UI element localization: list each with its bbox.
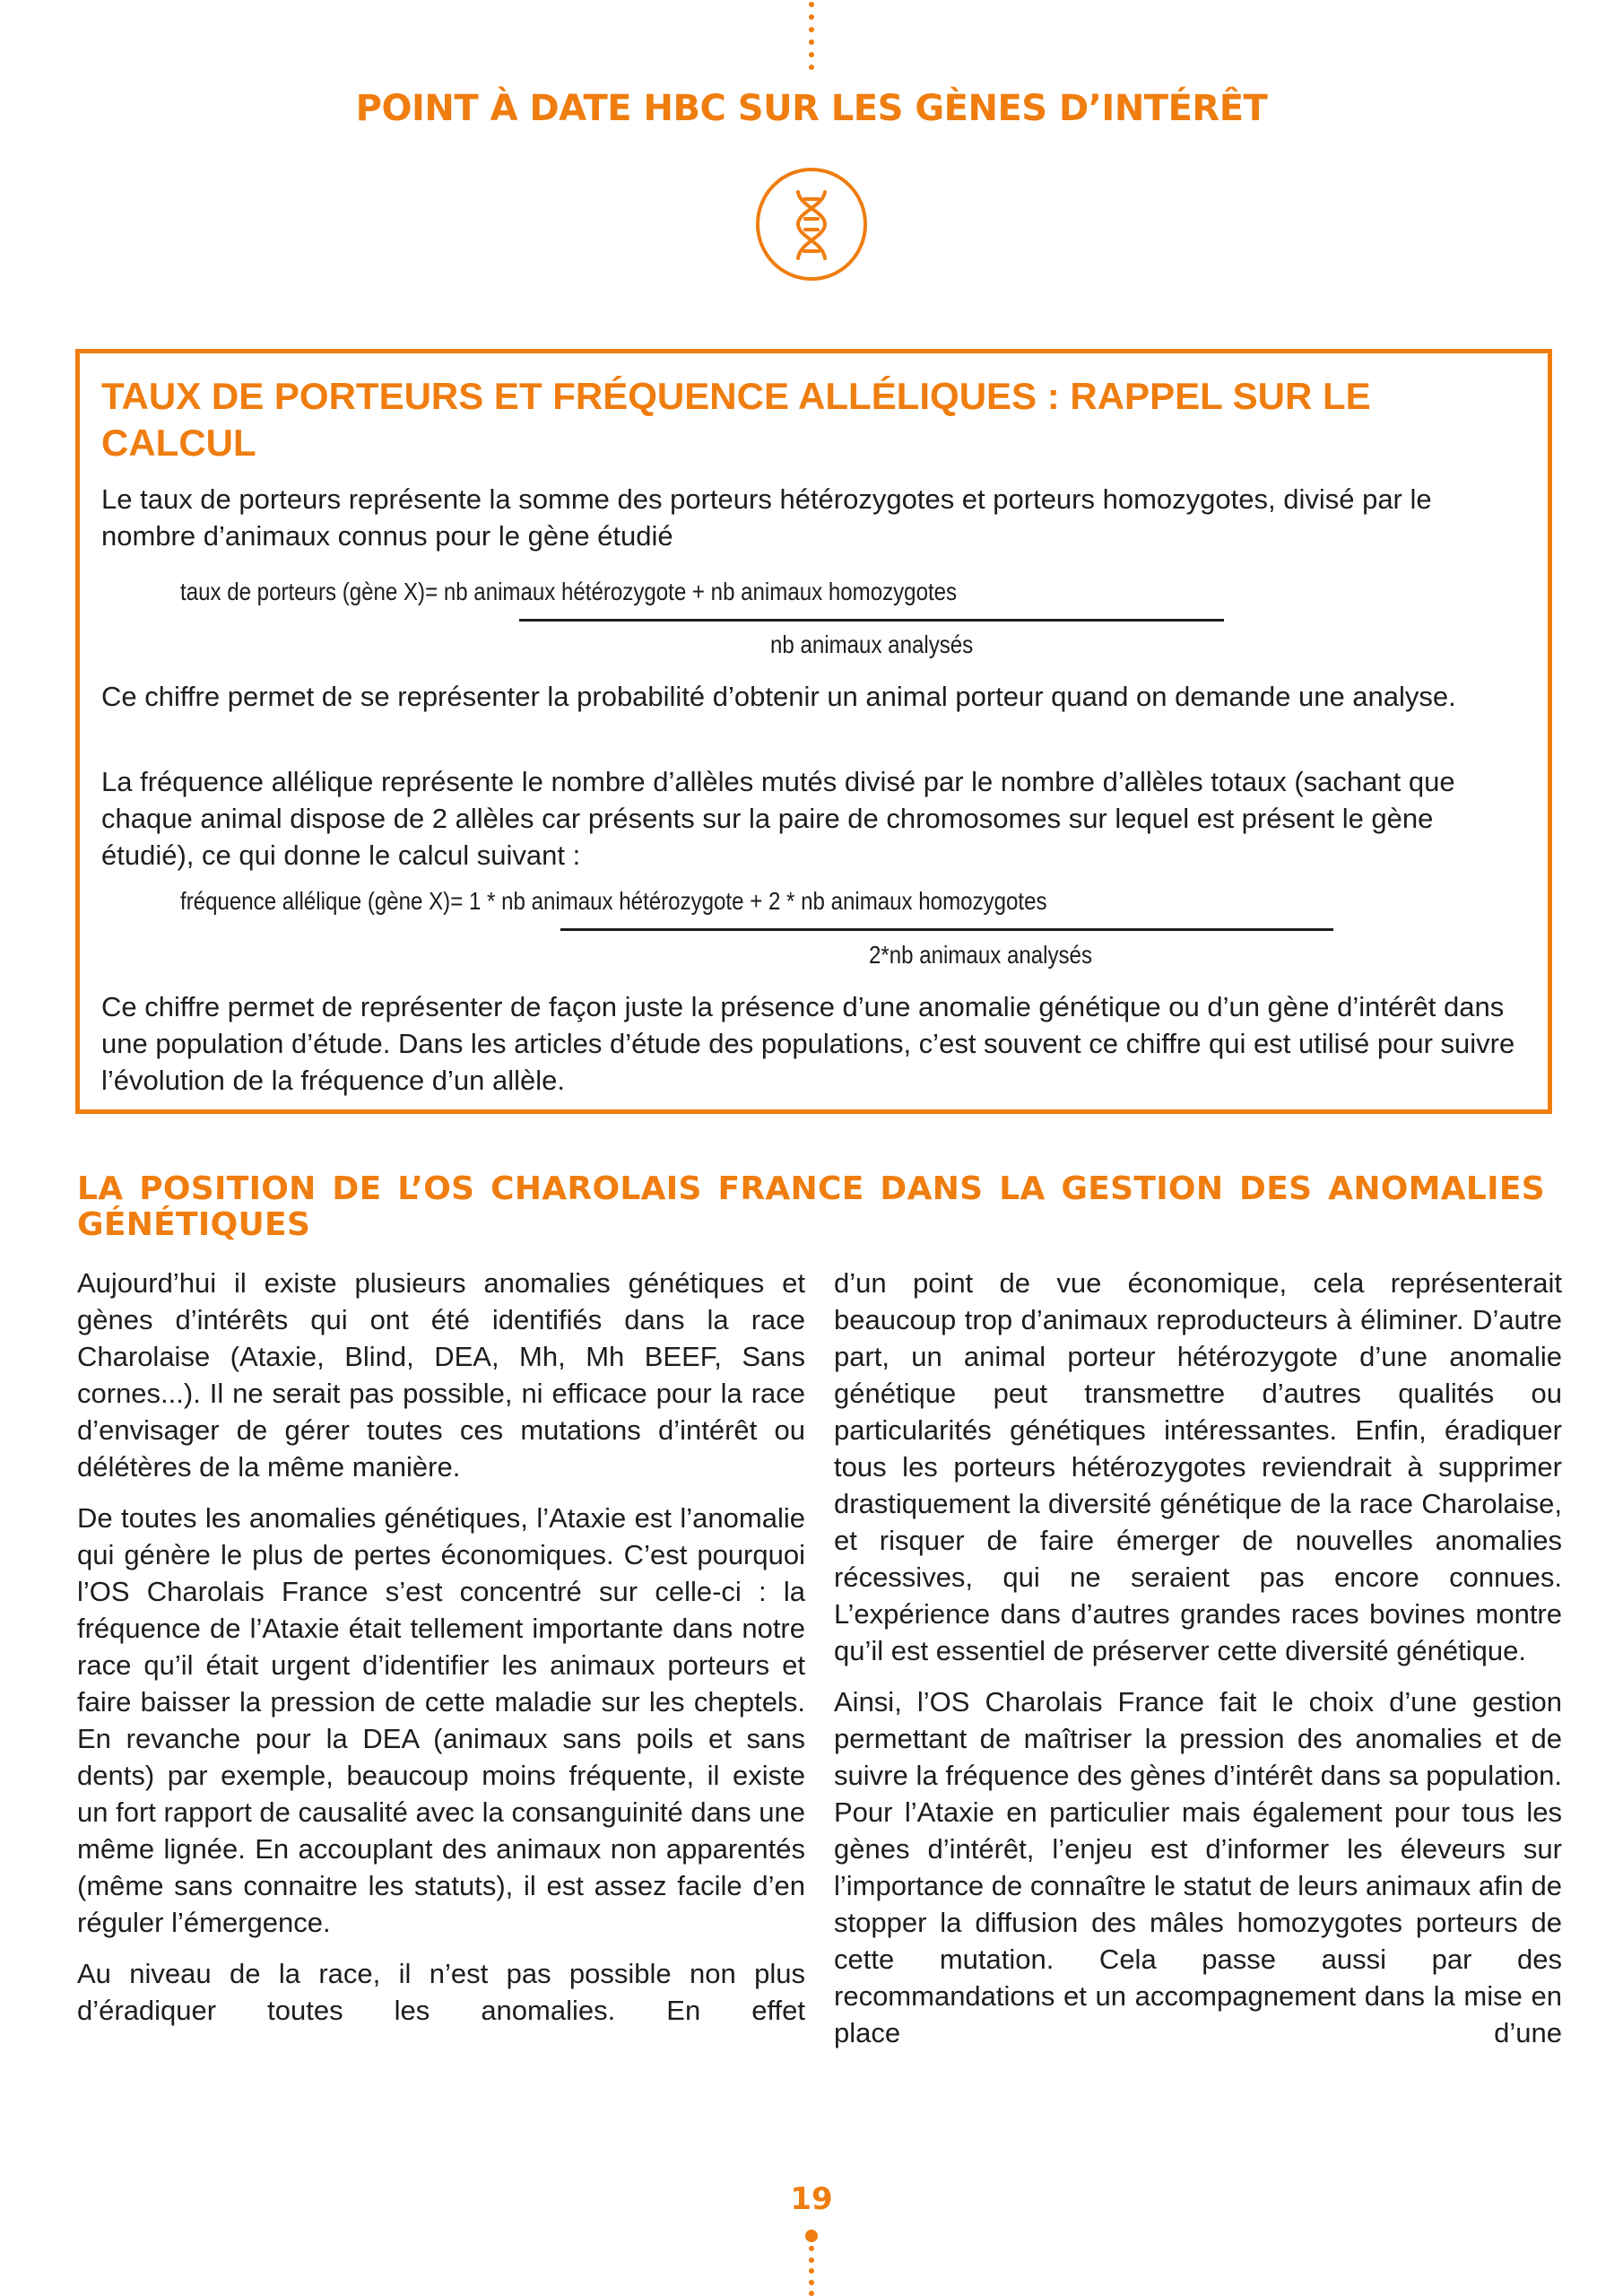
formula-carrier-rate-label: taux de porteurs (gène X)= <box>180 578 444 605</box>
top-dotted-connector <box>809 0 814 77</box>
left-paragraph-3: Au niveau de la race, il n’est pas possible non plus d’éradiquer toutes les anomalies. En effet <box>77 1958 805 2026</box>
left-paragraph-2: De toutes les anomalies génétiques, l’Ataxie est l’anomalie qui génère le plus de pertes économiques. C’est pourquoi l’OS Charolais France s’est concentré sur celle-ci : la fréquence de l’Ataxie était tellement importante dans notre race qu’il était urgent d’identifier les animaux porteurs et faire baisser la pression de cette maladie sur les cheptels. En revanche pour la DEA (animaux sans poils et sans dents) par exemple, beaucoup moins fréquente, il existe un fort rapport de causalité avec la consanguinité dans une même lignée. En accouplant des animaux non apparentés (même sans connaitre les statuts), il est assez facile d’en réguler l’émergence. <box>77 1502 805 1938</box>
left-paragraph-1: Aujourd’hui il existe plusieurs anomalies génétiques et gènes d’intérêts qui ont été identifiés dans la race Charolaise (Ataxie, Blind, DEA, Mh, Mh BEEF, Sans cornes...). Il ne serait pas possible, ni efficace pour la race d’envisager de gérer toutes ces mutations d’intérêt ou délétères de la même manière. <box>77 1267 805 1483</box>
formula-carrier-rate-fraction-bar <box>519 619 1224 622</box>
info-box-calculation <box>75 349 1552 1114</box>
section-title: LA POSITION DE L’OS CHAROLAIS FRANCE DANS LA GESTION DES ANOMALIES GÉNÉTIQUES <box>77 1170 1545 1243</box>
right-paragraph-2: Ainsi, l’OS Charolais France fait le choix d’une gestion permettant de maîtriser la pression des anomalies et de suivre la fréquence des gènes d’intérêt dans sa population. Pour l’Ataxie en particulier mais également pour tous les gènes d’intérêt, l’enjeu est d’informer les éleveurs sur l’importance de connaître le statut de leurs animaux afin de stopper la diffusion des mâles homozygotes porteurs de cette mutation. Cela passe aussi par des recommandations et un accompagnement dans la mise en place d’une <box>834 1686 1562 2048</box>
info-box-title: TAUX DE PORTEURS ET FRÉQUENCE ALLÉLIQUES : RAPPEL SUR LE CALCUL <box>101 375 1371 464</box>
info-box-paragraph-probability: Ce chiffre permet de se représenter la probabilité d’obtenir un animal porteur quand on demande une analyse. <box>101 681 1456 712</box>
left-column <box>77 1265 805 2043</box>
right-column <box>834 1265 1562 2066</box>
page-header-title: POINT À DATE HBC SUR LES GÈNES D’INTÉRÊT <box>355 88 1268 129</box>
formula-allele-frequency-numerator: 1 * nb animaux hétérozygote + 2 * nb animaux homozygotes <box>468 887 1047 915</box>
formula-allele-frequency <box>180 887 1047 916</box>
info-box-paragraph-carrier-rate: Le taux de porteurs représente la somme des porteurs hétérozygotes et porteurs homozygotes, divisé par le nombre d’animaux connus pour le gène étudié <box>101 483 1432 552</box>
page-number: 19 <box>790 2181 833 2217</box>
formula-carrier-rate <box>180 578 957 606</box>
bottom-dotted-connector <box>805 2230 818 2296</box>
formula-allele-frequency-fraction-bar <box>560 928 1333 931</box>
info-box-paragraph-allele-frequency: La fréquence allélique représente le nombre d’allèles mutés divisé par le nombre d’allèles totaux (sachant que chaque animal dispose de 2 allèles car présents sur la paire de chromosomes sur lequel est présent le gène étudié), ce qui donne le calcul suivant : <box>101 766 1455 871</box>
info-box-paragraph-conclusion: Ce chiffre permet de représenter de façon juste la présence d’une anomalie génétique ou d’un gène d’intérêt dans une population d’étude. Dans les articles d’étude des populations, c’est souvent ce chiffre qui est utilisé pour suivre l’évolution de la fréquence d’un allèle. <box>101 991 1515 1096</box>
formula-carrier-rate-numerator: nb animaux hétérozygote + nb animaux homozygotes <box>443 578 958 605</box>
right-paragraph-1: d’un point de vue économique, cela représenterait beaucoup trop d’animaux reproducteurs à éliminer. D’autre part, un animal porteur hétérozygote d’une anomalie génétique peut transmettre d’autres qualités ou particularités génétiques intéressantes. Enfin, éradiquer tous les porteurs hétérozygotes reviendrait à supprimer drastiquement la diversité génétique de la race Charolaise, et risquer de faire émerger de nouvelles anomalies récessives, qui ne seraient pas encore connues. L’expérience dans d’autres grandes races bovines montre qu’il est essentiel de préserver cette diversité génétique. <box>834 1267 1562 1666</box>
formula-allele-frequency-denominator: 2*nb animaux analysés <box>869 941 1092 969</box>
formula-allele-frequency-label: fréquence allélique (gène X)= <box>180 887 469 915</box>
dna-icon <box>755 167 868 282</box>
formula-carrier-rate-denominator: nb animaux analysés <box>770 631 974 658</box>
